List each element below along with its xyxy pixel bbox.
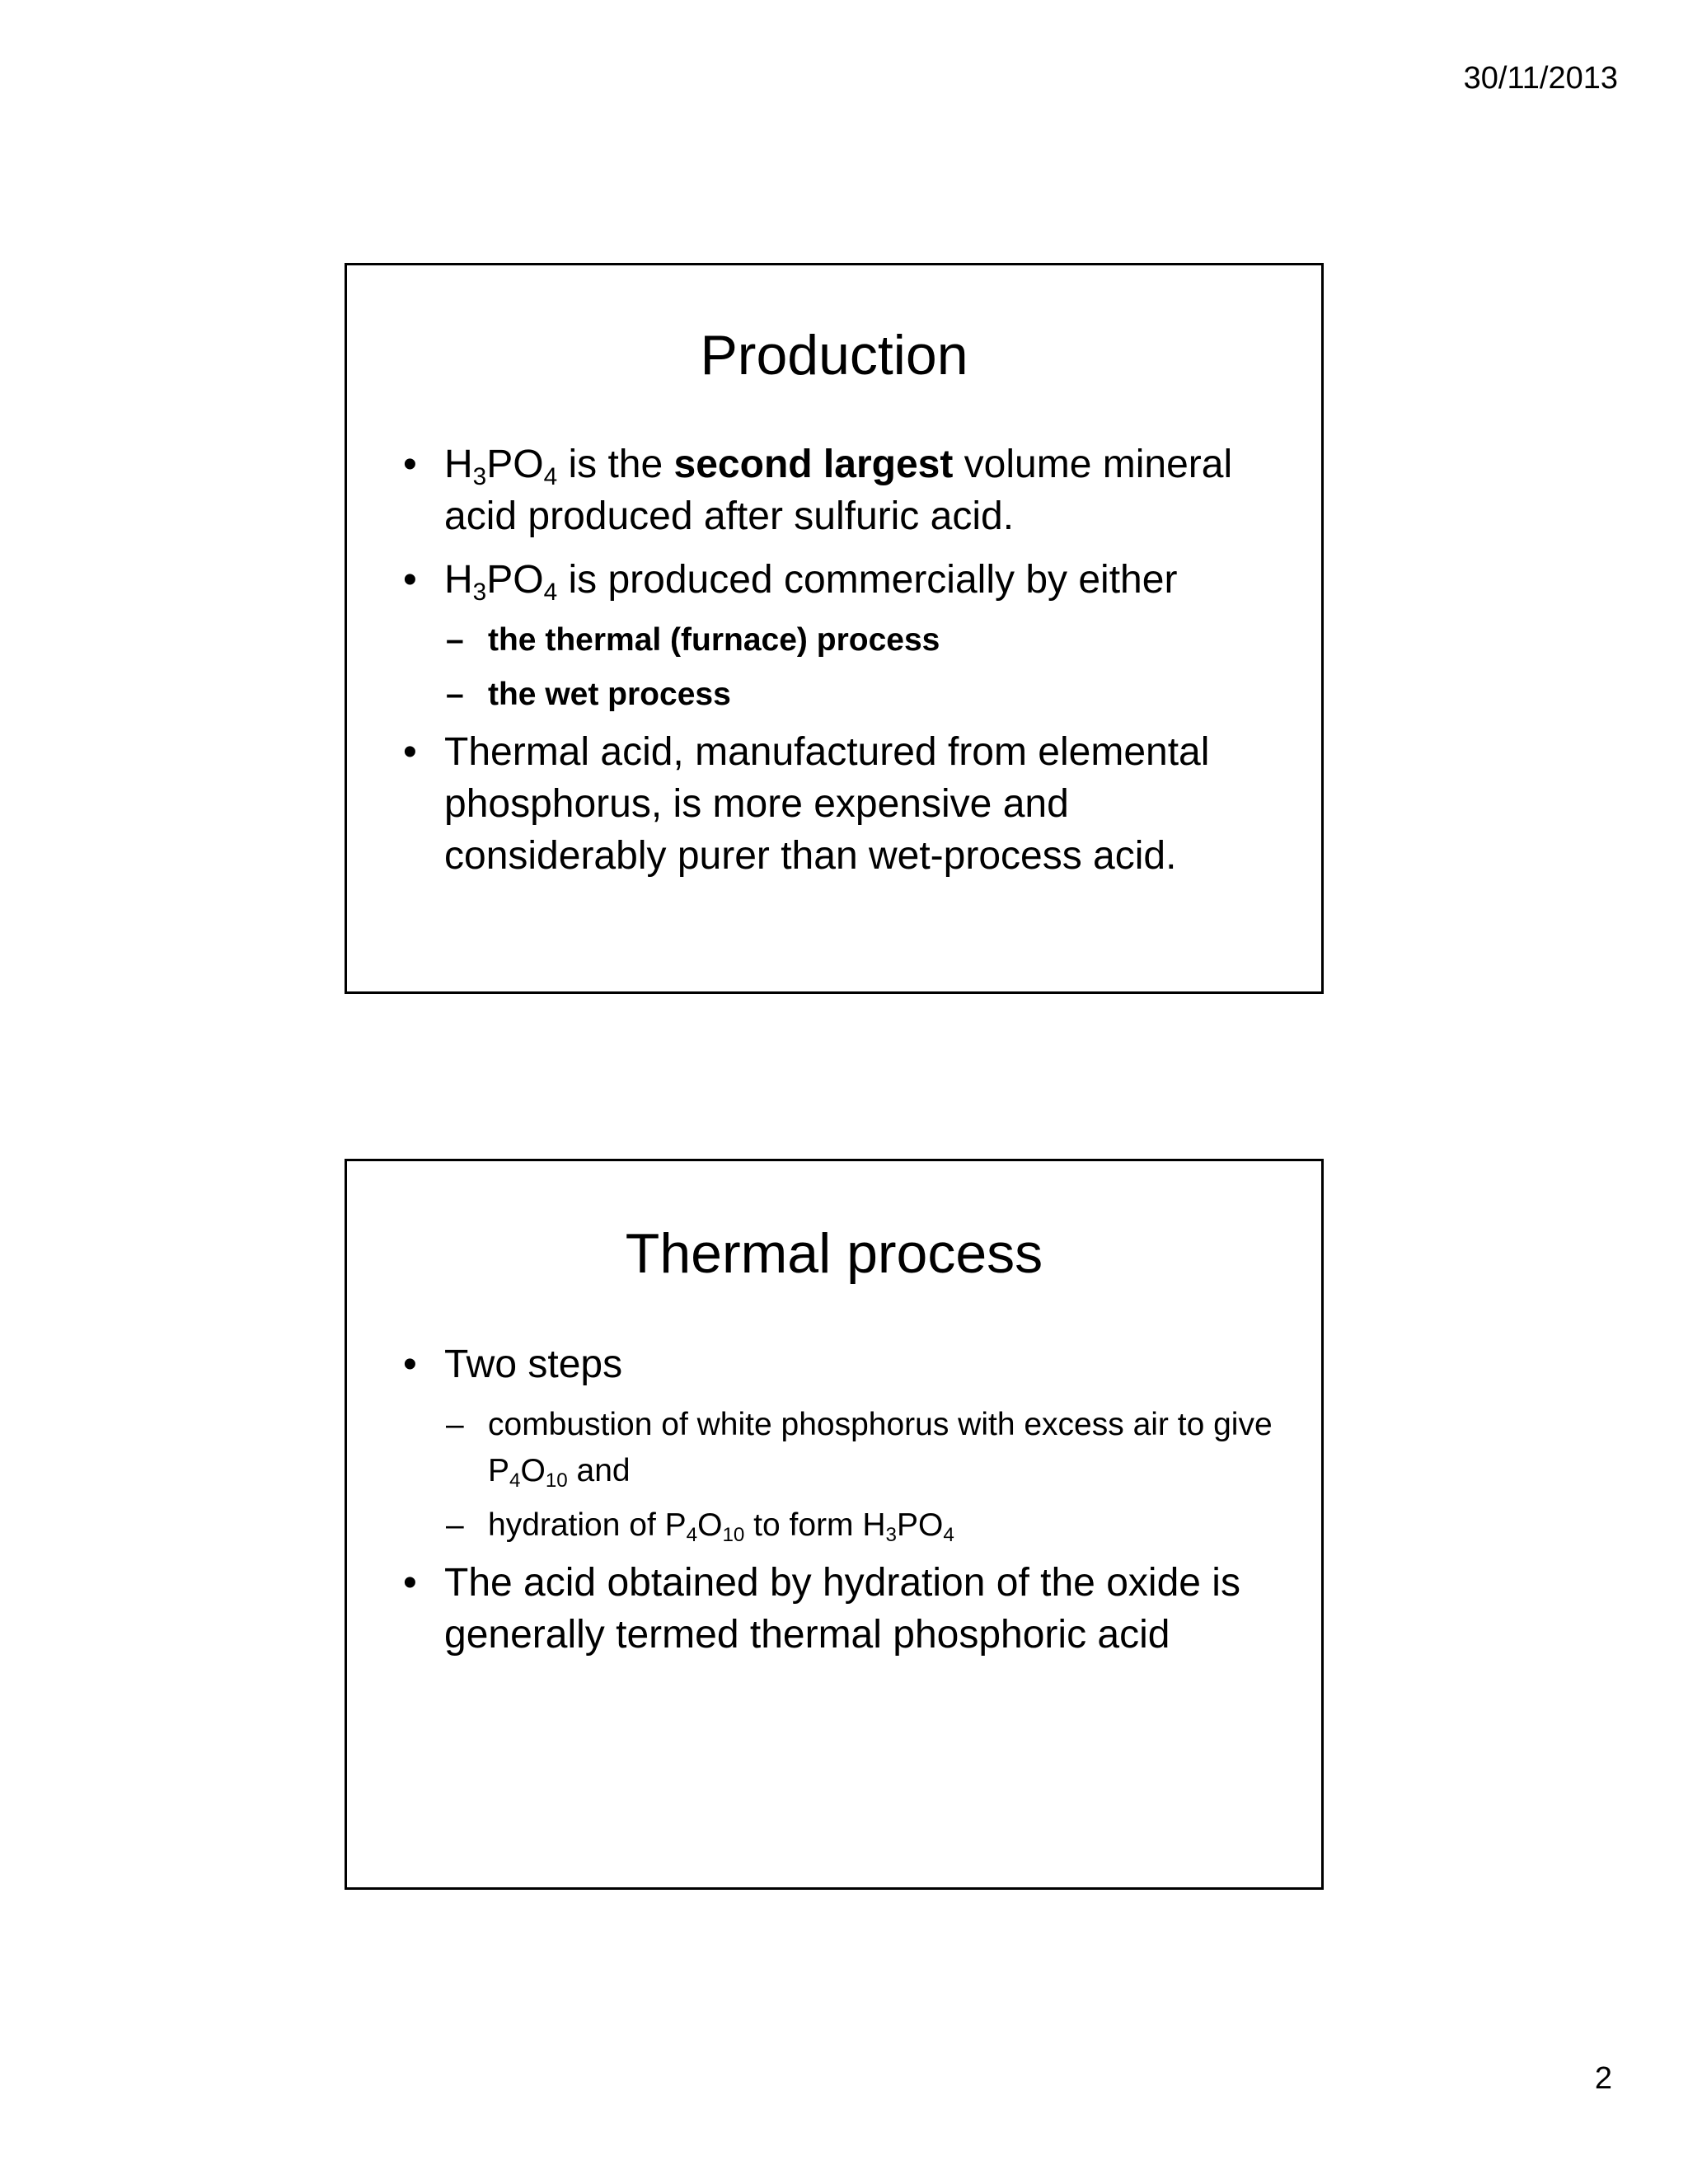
formula-po: PO — [897, 1507, 944, 1543]
sub-text: to form H — [744, 1507, 886, 1543]
slide-body — [403, 438, 1288, 893]
bullet-text: volume mineral acid produced after sulfuric acid. — [444, 443, 1233, 538]
formula-po: PO — [486, 558, 544, 602]
slide-production — [345, 263, 1324, 994]
subscript: 3 — [885, 1524, 897, 1547]
slide-title: Production — [700, 324, 968, 387]
subscript: 3 — [472, 462, 487, 490]
formula-o: O — [520, 1453, 546, 1488]
page-number: 2 — [1594, 2061, 1612, 2096]
sub-text: combustion of white phosphorus with excess air to give P — [488, 1407, 1273, 1488]
sub-bullet-hydration — [403, 1502, 1288, 1549]
bullet-text: is produced commercially by either — [557, 558, 1178, 602]
subscript: 3 — [472, 578, 487, 606]
bullet-thermal-acid: • Thermal acid, manufactured from elemental phosphorus, is more expensive and considerably purer than wet-process acid. — [403, 726, 1288, 882]
subscript: 4 — [543, 462, 558, 490]
bullet-text: is the — [557, 443, 674, 486]
slide-thermal-process — [345, 1159, 1324, 1890]
bullet-thermal-phosphoric-acid: • The acid obtained by hydration of the oxide is generally termed thermal phosphoric acid — [403, 1557, 1288, 1661]
sub-bullet-thermal-process: – the thermal (furnace) process — [403, 617, 1288, 663]
sub-bullet-wet-process: – the wet process — [403, 672, 1288, 718]
formula-o: O — [697, 1507, 723, 1543]
bold-emphasis: second largest — [673, 443, 954, 486]
subscript: 4 — [543, 578, 558, 606]
slide-body — [403, 1338, 1288, 1672]
subscript: 4 — [943, 1524, 954, 1547]
formula-h: H — [444, 443, 473, 486]
sub-bullet-combustion — [403, 1402, 1288, 1494]
formula-po: PO — [486, 443, 544, 486]
subscript: 4 — [686, 1524, 698, 1547]
bullet-commercial-production — [403, 554, 1288, 606]
subscript: 10 — [545, 1469, 568, 1493]
slide-title: Thermal process — [625, 1222, 1043, 1285]
page-date: 30/11/2013 — [1463, 61, 1618, 96]
formula-h: H — [444, 558, 473, 602]
bullet-two-steps: • Two steps — [403, 1338, 1288, 1390]
bullet-second-largest — [403, 438, 1288, 542]
sub-text: hydration of P — [488, 1507, 687, 1543]
sub-text: and — [567, 1453, 631, 1488]
subscript: 4 — [509, 1469, 521, 1493]
subscript: 10 — [722, 1524, 745, 1547]
